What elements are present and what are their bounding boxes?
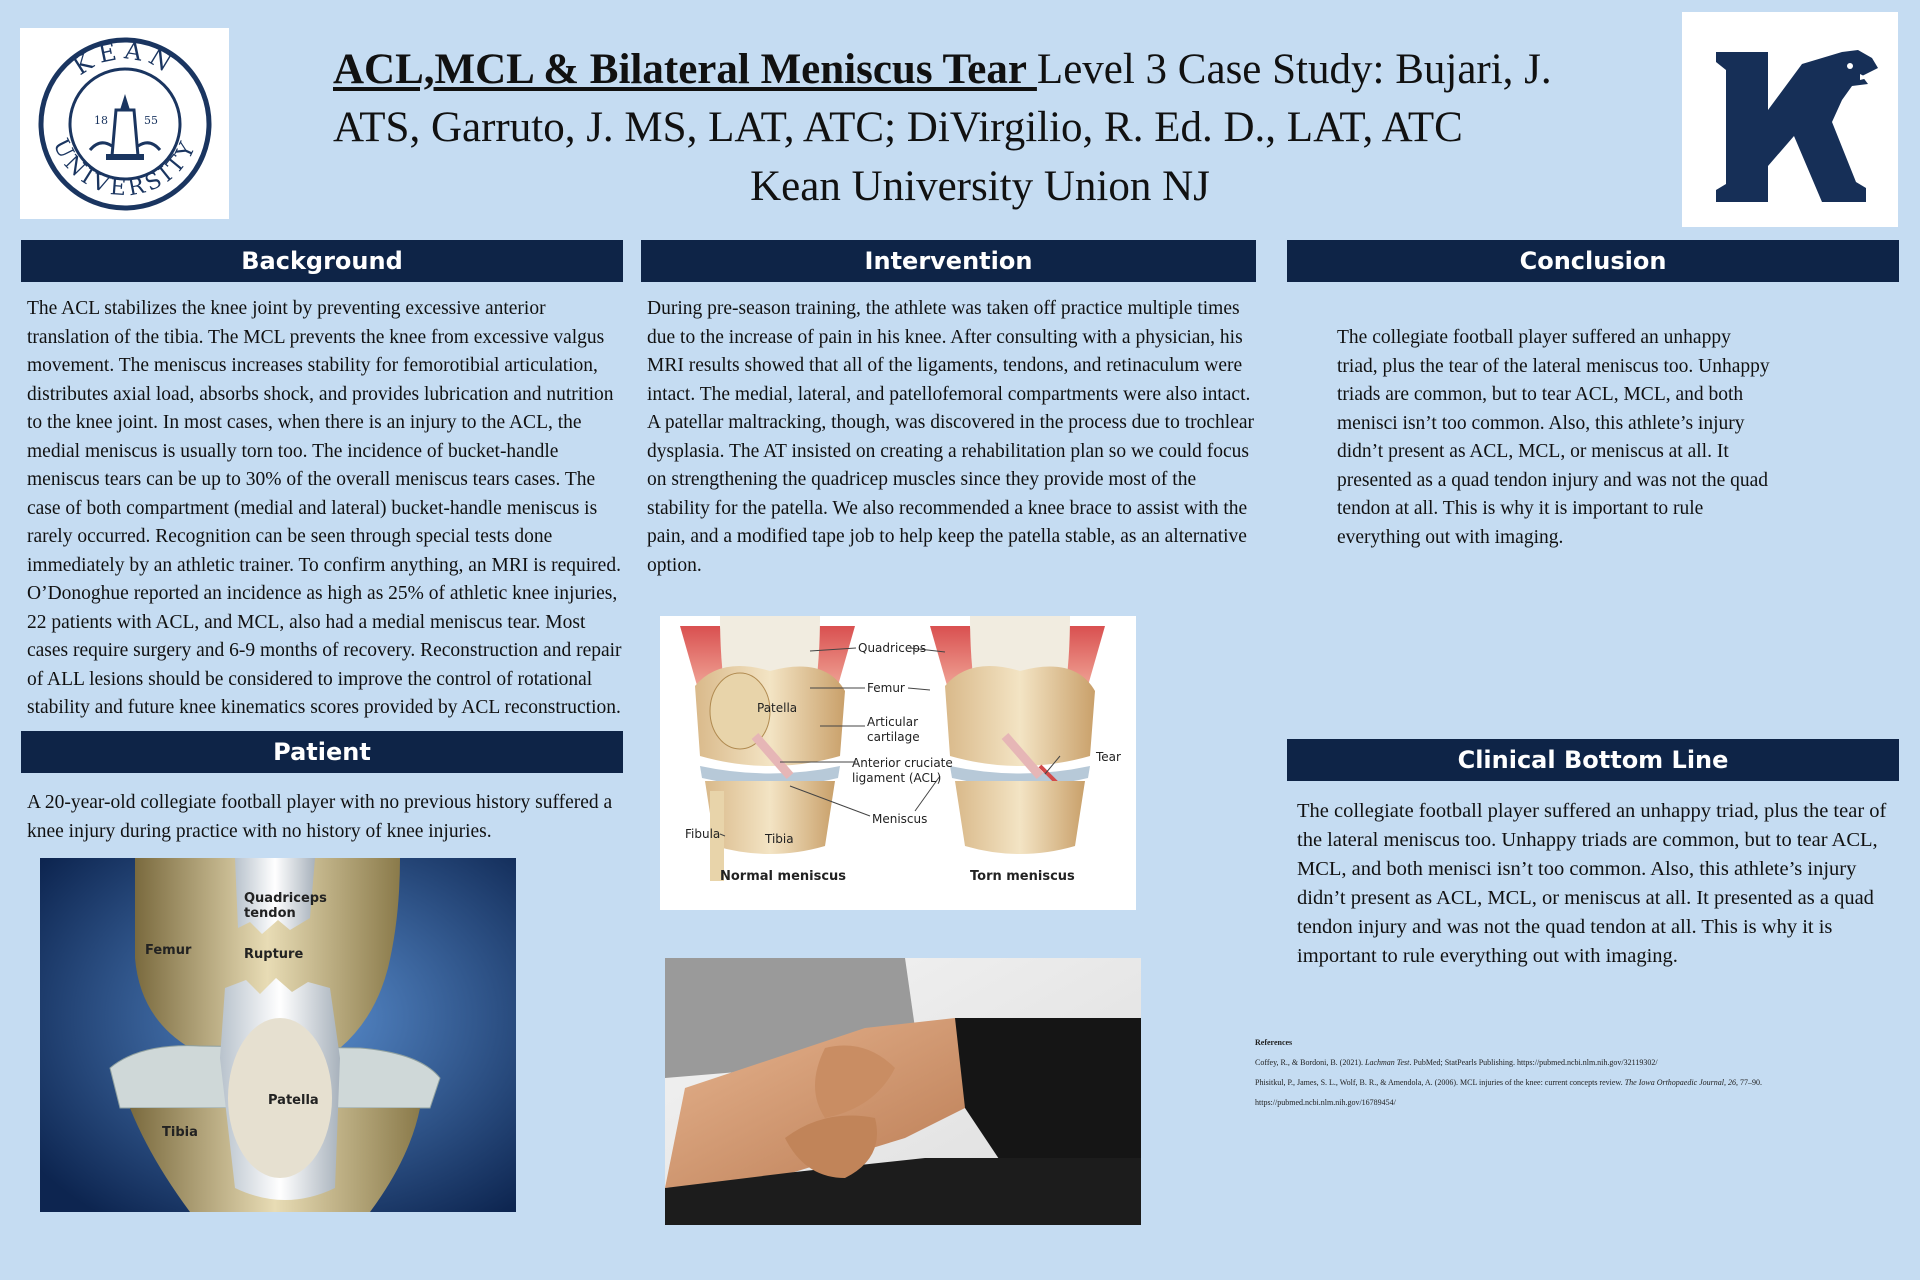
conclusion-text: The collegiate football player suffered an unhappy triad, plus the tear of the lateral meniscus too. Unhappy triads are common, but to tear ACL, MCL, and both menisci isn’t too common. Also, this athlete’s injury didn’t present as ACL, MCL, or meniscus at all. It presented as a quad tendon injury and was not the quad tendon at all. This is why it is important to rule everything out with imaging. — [1337, 327, 1770, 548]
references-title: References — [1255, 1038, 1293, 1047]
intervention-text: During pre-season training, the athlete was taken off practice multiple times due to the increase of pain in his knee. After consulting with a physician, his MRI results showed that all of the ligaments, tendons, and retinaculum were intact. The medial, lateral, and patellofemoral compartments were also intact. A patellar maltracking, though, was discovered in the process due to trochlear dysplasia. The AT insisted on creating a rehabilitation plan so we could focus on strengthening the quadricep muscles since they provide most of the stability for the patella. We also recommended a knee brace to assist with the pain, and a modified tape job to help keep the patella stable, as an alternative option. — [647, 298, 1255, 576]
meniscus-label-acl-2: ligament (ACL) — [852, 771, 942, 785]
seal-bottom-text: UNIVERSITY — [47, 135, 203, 202]
meniscus-label-torn: Torn meniscus — [970, 869, 1075, 884]
background-header: Background — [21, 240, 623, 282]
reference-2-url: https://pubmed.ncbi.nlm.nih.gov/16789454/ — [1255, 1098, 1396, 1107]
quad-label-rupture: Rupture — [244, 947, 304, 962]
meniscus-label-cartilage: cartilage — [867, 730, 920, 744]
references — [1255, 1033, 1855, 1113]
title-rest: Level 3 Case Study: Bujari, J. — [1036, 46, 1552, 93]
quad-label-femur: Femur — [145, 943, 192, 958]
background-text: The ACL stabilizes the knee joint by preventing excessive anterior translation of the tibia. The MCL prevents the knee from excessive valgus movement. The meniscus increases stability for femorotibial articulation, distributes axial load, absorbs shock, and provides lubrication and nutrition to the knee joint. In most cases, when there is an injury to the ACL, the medial meniscus is usually torn too. The incidence of bucket-handle meniscus tears can be up to 30% of the overall meniscus tears cases. The case of both compartment (medial and lateral) bucket-handle meniscus is rarely occurred. Recognition can be seen through special tests done immediately by an athletic trainer. To confirm anything, an MRI is required. O’Donoghue reported an incidence as high as 25% of athletic knee injuries, 22 patients with ACL, and MCL, also had a medial meniscus tear. Most cases require surgery and 6-9 months of recovery. Reconstruction and repair of ALL lesions should be considered to improve the control of rotational stability and future knee kinematics scores provided by ACL reconstruction. — [27, 298, 622, 718]
poster-title — [333, 42, 1552, 98]
clinical-bottom-line-text: The collegiate football player suffered an unhappy triad, plus the tear of the lateral meniscus too. Unhappy triads are common, but to tear ACL, MCL, and both menisci isn’t too common. Also, this athlete’s injury didn’t present as ACL, MCL, or meniscus at all. It presented as a quad tendon injury and was not the quad tendon at all. This is why it is important to rule everything out with imaging. — [1297, 800, 1887, 967]
reference-1: Coffey, R., & Bordoni, B. (2021). Lachman Test. PubMed; StatPearls Publishing. https://pubmed.ncbi.nlm.nih.gov/32119302/ — [1255, 1058, 1658, 1067]
meniscus-label-quadriceps: Quadriceps — [858, 641, 927, 655]
quad-label-tendon: tendon — [244, 906, 296, 921]
meniscus-diagram-image — [660, 616, 1136, 910]
quad-label-patella: Patella — [268, 1093, 319, 1108]
meniscus-label-tibia: Tibia — [765, 832, 794, 846]
torn-knee-drawing — [930, 616, 1105, 854]
meniscus-label-acl-1: Anterior cruciate — [852, 756, 953, 770]
quad-label-quadriceps: Quadriceps — [244, 891, 327, 906]
title-underlined: ACL,MCL & Bilateral Meniscus Tear — [333, 46, 1037, 93]
meniscus-label-tear: Tear — [1096, 750, 1121, 764]
poster-authors: ATS, Garruto, J. MS, LAT, ATC; DiVirgilio, R. Ed. D., LAT, ATC — [333, 104, 1463, 151]
meniscus-label-articular: Articular — [867, 715, 919, 729]
knee-examination-photo — [665, 958, 1141, 1225]
poster-institution: Kean University Union NJ — [750, 163, 1210, 210]
seal-year-right: 55 — [144, 114, 158, 127]
meniscus-label-fibula: Fibula — [685, 827, 721, 841]
meniscus-label-normal: Normal meniscus — [720, 869, 847, 884]
seal-year-left: 18 — [94, 114, 108, 127]
conclusion-header: Conclusion — [1287, 240, 1899, 282]
quadriceps-rupture-image — [40, 858, 516, 1212]
meniscus-label-patella: Patella — [757, 701, 798, 715]
meniscus-label-femur: Femur — [867, 681, 905, 695]
patient-header: Patient — [21, 731, 623, 773]
quad-label-tibia: Tibia — [162, 1125, 198, 1140]
meniscus-label-meniscus: Meniscus — [872, 812, 928, 826]
seal-top-text: KEAN — [68, 36, 182, 81]
intervention-header: Intervention — [641, 240, 1256, 282]
reference-2: Phisitkul, P., James, S. L., Wolf, B. R., & Amendola, A. (2006). MCL injuries of the knee: current concepts review. The Iowa Orthopaedic Journal, 26, 77–90. — [1255, 1078, 1763, 1087]
patient-text: A 20-year-old collegiate football player with no previous history suffered a knee injury during practice with no history of knee injuries. — [27, 792, 613, 842]
clinical-bottom-line-header: Clinical Bottom Line — [1287, 739, 1899, 781]
